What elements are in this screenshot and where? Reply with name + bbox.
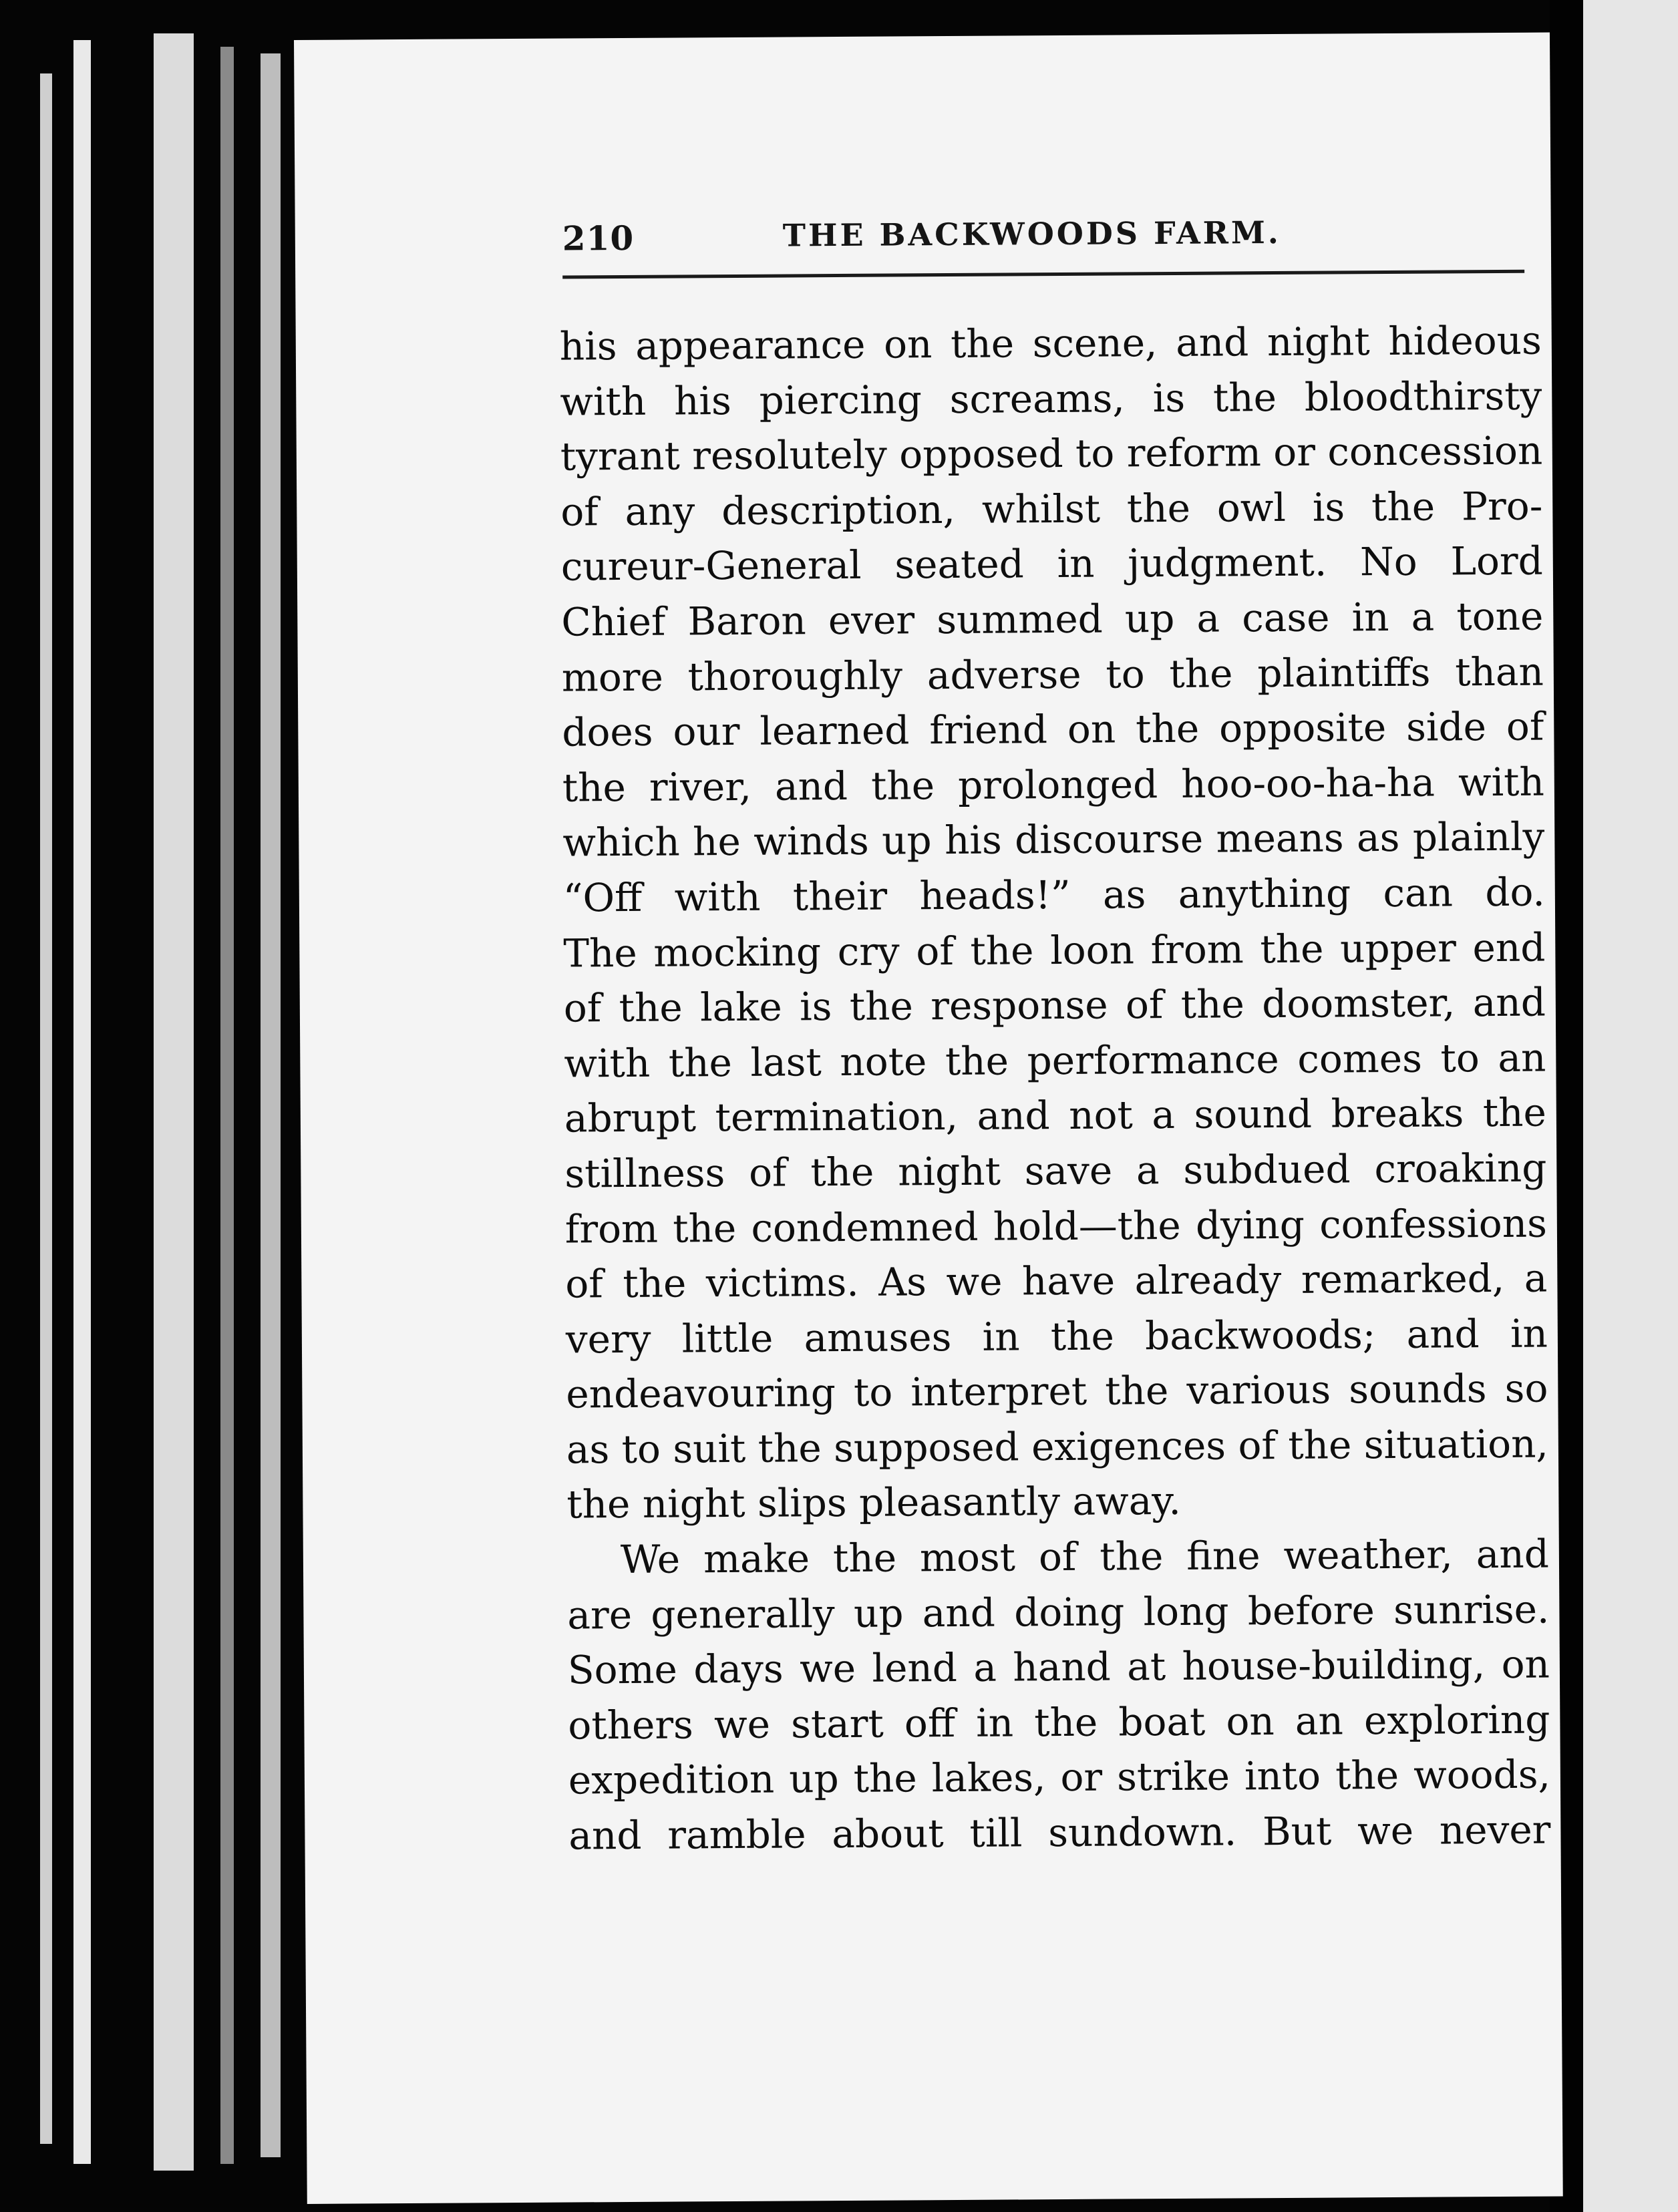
- text-line: of the victims. As we have already remarked, a: [565, 1255, 1548, 1307]
- text-line: his appearance on the scene, and night hideous: [559, 317, 1542, 369]
- text-line: of any description, whilst the owl is the Pro-: [560, 483, 1543, 535]
- page-edge: [261, 53, 281, 2157]
- page-edge: [40, 73, 52, 2144]
- text-line: as to suit the supposed exigences of the situation,: [566, 1421, 1549, 1473]
- text-line: tyrant resolutely opposed to reform or concession: [560, 427, 1543, 480]
- page-edge: [220, 47, 234, 2164]
- text-line: others we start off in the boat on an exploring: [568, 1696, 1550, 1748]
- header-rule: [562, 270, 1524, 279]
- text-line: and ramble about till sundown. But we never: [568, 1807, 1551, 1859]
- text-line: cureur-General seated in judgment. No Lord: [560, 538, 1544, 590]
- text-line: “Off with their heads!” as anything can do.: [562, 869, 1546, 921]
- text-line: with the last note the performance comes to an: [564, 1035, 1546, 1087]
- page-edge: [154, 33, 194, 2171]
- page-edge: [73, 40, 91, 2164]
- body-text: [560, 313, 1551, 1864]
- text-line: endeavouring to interpret the various sounds so: [566, 1365, 1548, 1417]
- facing-page-edge: [1583, 0, 1678, 2212]
- text-line: are generally up and doing long before sunrise.: [567, 1586, 1550, 1638]
- text-line: more thoroughly adverse to the plaintiffs than: [561, 649, 1544, 701]
- text-line: stillness of the night save a subdued croaking: [564, 1145, 1547, 1197]
- text-line: from the condemned hold—the dying confessions: [564, 1200, 1548, 1252]
- text-line: the night slips pleasantly away.: [566, 1478, 1181, 1528]
- book-page: [294, 33, 1563, 2204]
- page-header: [562, 213, 1552, 293]
- text-line: the river, and the prolonged hoo-oo-ha-ha with: [562, 759, 1545, 811]
- text-line: abrupt termination, and not a sound breaks the: [564, 1089, 1547, 1141]
- text-line: very little amuses in the backwoods; and in: [565, 1310, 1548, 1362]
- text-line: does our learned friend on the opposite side of: [562, 703, 1544, 755]
- text-line: We make the most of the fine weather, and: [620, 1531, 1550, 1583]
- text-line: The mocking cry of the loon from the upper end: [563, 924, 1546, 976]
- running-title: THE BACKWOODS FARM.: [782, 214, 1281, 254]
- page-number: 210: [562, 218, 635, 258]
- text-line: Some days we lend a hand at house-building, on: [567, 1641, 1550, 1693]
- text-line: of the lake is the response of the doomster, and: [563, 979, 1546, 1031]
- text-line: which he winds up his discourse means as plainly: [562, 813, 1545, 866]
- text-line: expedition up the lakes, or strike into the woods,: [568, 1751, 1551, 1803]
- text-line: with his piercing screams, is the bloodthirsty: [560, 373, 1542, 425]
- text-line: Chief Baron ever summed up a case in a tone: [561, 593, 1544, 645]
